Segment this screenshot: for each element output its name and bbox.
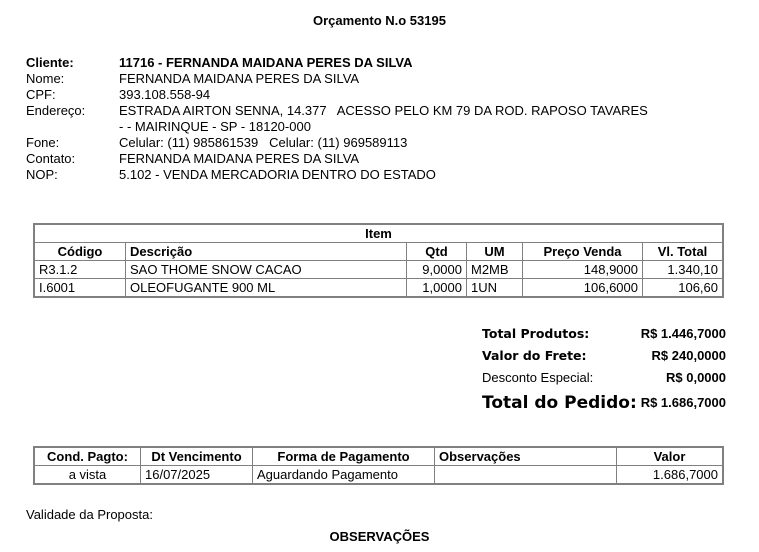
valor-frete-value: R$ 240,0000 [651, 348, 726, 363]
col-preco: Preço Venda [523, 243, 643, 261]
nop-value: 5.102 - VENDA MERCADORIA DENTRO DO ESTADO [119, 167, 436, 182]
items-table [33, 223, 724, 298]
col-codigo: Código [34, 243, 126, 261]
document-title: Orçamento N.o 53195 [313, 13, 446, 28]
table-row [34, 279, 723, 298]
total-pedido-value: R$ 1.686,7000 [640, 395, 726, 410]
col-descricao: Descrição [126, 243, 407, 261]
cell-total: 1.340,10 [643, 261, 724, 279]
col-forma-pagamento: Forma de Pagamento [253, 447, 435, 466]
cliente-value: 11716 - FERNANDA MAIDANA PERES DA SILVA [119, 55, 413, 70]
fone-value: Celular: (11) 985861539 Celular: (11) 969589113 [119, 135, 408, 150]
cell-codigo: R3.1.2 [34, 261, 126, 279]
cell-descricao: SAO THOME SNOW CACAO [126, 261, 407, 279]
table-row [34, 261, 723, 279]
cell-qtd: 9,0000 [407, 261, 467, 279]
cell-total: 106,60 [643, 279, 724, 298]
cpf-value: 393.108.558-94 [119, 87, 211, 102]
endereco-label: Endereço: [26, 103, 86, 118]
items-caption: Item [34, 224, 723, 243]
cell-dt-vencimento: 16/07/2025 [141, 466, 253, 485]
cell-preco: 148,9000 [523, 261, 643, 279]
col-qtd: Qtd [407, 243, 467, 261]
contato-value: FERNANDA MAIDANA PERES DA SILVA [119, 151, 360, 166]
col-cond-pagto: Cond. Pagto: [34, 447, 141, 466]
nome-value: FERNANDA MAIDANA PERES DA SILVA [119, 71, 360, 86]
col-um: UM [467, 243, 523, 261]
nop-label: NOP: [26, 167, 58, 182]
contato-label: Contato: [26, 151, 76, 166]
cell-um: M2MB [467, 261, 523, 279]
cell-um: 1UN [467, 279, 523, 298]
endereco-line-2: - - MAIRINQUE - SP - 18120-000 [119, 119, 311, 134]
col-dt-vencimento: Dt Vencimento [141, 447, 253, 466]
cell-codigo: I.6001 [34, 279, 126, 298]
total-pedido-label: Total do Pedido: [482, 393, 637, 413]
cell-cond-pagto: a vista [34, 466, 141, 485]
col-valor: Valor [617, 447, 724, 466]
cell-forma-pagamento: Aguardando Pagamento [253, 466, 435, 485]
validade-label: Validade da Proposta: [26, 507, 153, 522]
cell-descricao: OLEOFUGANTE 900 ML [126, 279, 407, 298]
col-observacoes: Observações [435, 447, 617, 466]
col-total: Vl. Total [643, 243, 724, 261]
cell-preco: 106,6000 [523, 279, 643, 298]
desconto-label: Desconto Especial: [482, 370, 594, 385]
fone-label: Fone: [26, 135, 60, 150]
endereco-line-1: ESTRADA AIRTON SENNA, 14.377 ACESSO PELO KM 79 DA ROD. RAPOSO TAVARES [119, 103, 648, 118]
nome-label: Nome: [26, 71, 65, 86]
cpf-label: CPF: [26, 87, 56, 102]
payment-table [33, 446, 724, 485]
valor-frete-label: Valor do Frete: [482, 348, 587, 363]
cell-observacoes [435, 466, 617, 485]
cell-valor: 1.686,7000 [617, 466, 724, 485]
desconto-value: R$ 0,0000 [666, 370, 726, 385]
total-produtos-value: R$ 1.446,7000 [640, 326, 726, 341]
cell-qtd: 1,0000 [407, 279, 467, 298]
observacoes-title: OBSERVAÇÕES [329, 529, 430, 544]
cliente-label: Cliente: [26, 55, 74, 70]
total-produtos-label: Total Produtos: [482, 326, 590, 341]
table-row [34, 466, 723, 485]
